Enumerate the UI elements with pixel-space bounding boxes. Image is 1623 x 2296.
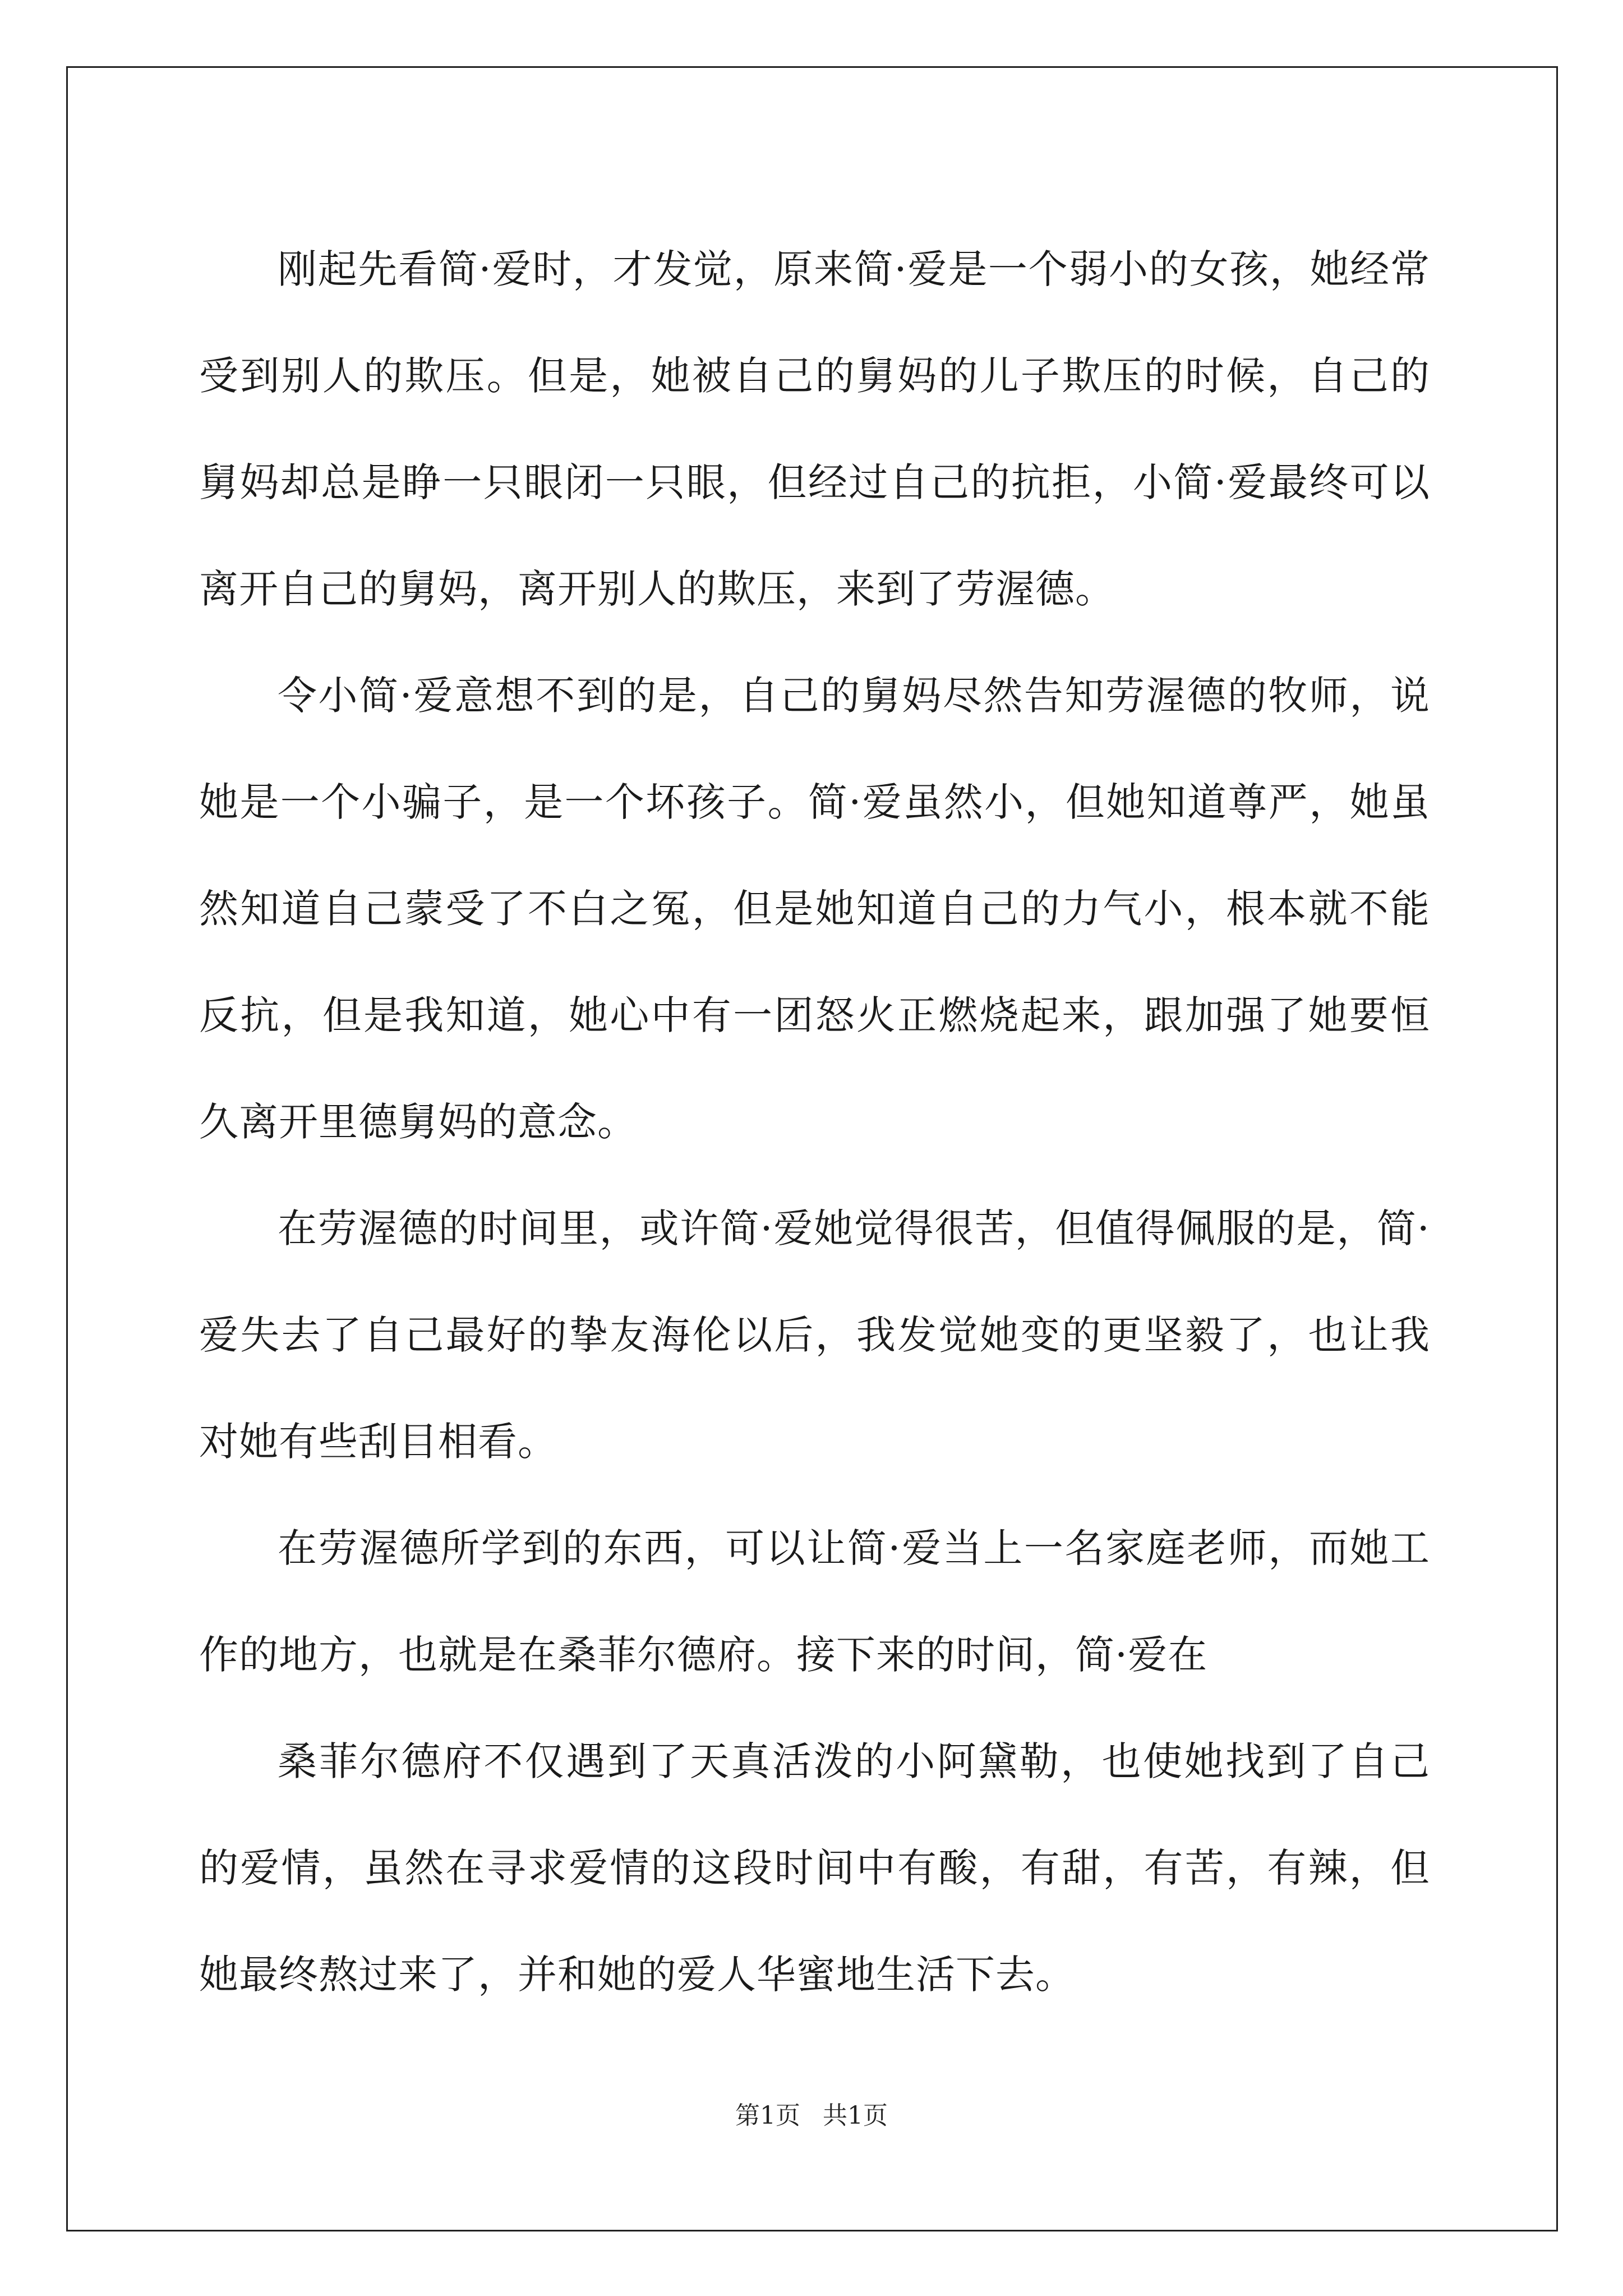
paragraph-2: 令小简·爱意想不到的是，自己的舅妈尽然告知劳渥德的牧师，说她是一个小骗子，是一个坏孩子。简·爱虽然小，但她知道尊严，她虽然知道自己蒙受了不白之冤，但是她知道自己的力气小，根本就不能反抗，但是我知道，她心中有一团怒火正燃烧起来，跟加强了她要恒久离开里德舅妈的意念。: [199, 673, 1430, 1145]
page-count: 共1页: [823, 2101, 888, 2130]
paragraph-4: 在劳渥德所学到的东西，可以让简·爱当上一名家庭老师，而她工作的地方，也就是在桑菲尔德府。接下来的时间，简·爱在: [199, 1525, 1430, 1678]
paragraph-5: 桑菲尔德府不仅遇到了天真活泼的小阿黛勒，也使她找到了自己的爱情，虽然在寻求爱情的这段时间中有酸，有甜，有苦，有辣，但她最终熬过来了，并和她的爱人华蜜地生活下去。: [199, 1738, 1430, 1998]
paragraph-3: 在劳渥德的时间里，或许简·爱她觉得很苦，但值得佩服的是，简·爱失去了自己最好的挚友海伦以后，我发觉她变的更坚毅了，也让我对她有些刮目相看。: [199, 1205, 1430, 1465]
document-body: [199, 216, 1430, 2028]
page-footer: [0, 2095, 1623, 2131]
page-number: 第1页: [735, 2101, 800, 2130]
paragraph-1: 刚起先看简·爱时，才发觉，原来简·爱是一个弱小的女孩，她经常受到别人的欺压。但是，她被自己的舅妈的儿子欺压的时候，自己的舅妈却总是睁一只眼闭一只眼，但经过自己的抗拒，小简·爱最终可以离开自己的舅妈，离开别人的欺压，来到了劳渥德。: [199, 246, 1430, 612]
